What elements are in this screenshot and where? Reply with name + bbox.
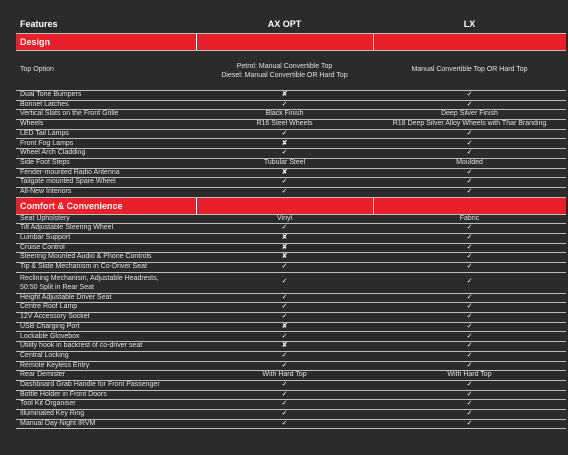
lx-value: [373, 419, 566, 429]
check-icon: ✓: [466, 342, 473, 350]
ax-opt-value: [196, 390, 373, 400]
section-header: [16, 197, 566, 214]
ax-opt-value: [196, 303, 373, 313]
lx-value: [373, 293, 566, 303]
ax-opt-value: [196, 139, 373, 149]
check-icon: ✓: [466, 234, 473, 242]
ax-opt-value: [196, 100, 373, 110]
variant-ax-opt-header: AX OPT: [196, 14, 373, 34]
table-row: [16, 361, 566, 371]
check-icon: ✓: [466, 303, 473, 311]
feature-name: Cruise Control: [16, 243, 196, 253]
ax-opt-value: With Hard Top: [196, 371, 373, 381]
check-icon: ✓: [281, 263, 288, 271]
check-icon: ✓: [466, 139, 473, 147]
section-empty-cell: [196, 197, 373, 214]
section-title: Design: [16, 34, 196, 51]
check-icon: ✓: [466, 410, 473, 418]
lx-value: [373, 342, 566, 352]
cross-icon: ✘: [281, 91, 288, 99]
check-icon: ✓: [281, 278, 288, 286]
check-icon: ✓: [281, 332, 288, 340]
feature-name: Remote Keyless Entry: [16, 361, 196, 371]
check-icon: ✓: [281, 361, 288, 369]
lx-value: [373, 332, 566, 342]
feature-name: Vertical Slats on the Front Grille: [16, 110, 196, 120]
lx-value: [373, 243, 566, 253]
feature-name: Tilt Adjustable Steering Wheel: [16, 224, 196, 234]
feature-name: Centre Roof Lamp: [16, 303, 196, 313]
check-icon: ✓: [466, 168, 473, 176]
lx-value: Fabric: [373, 214, 566, 224]
check-icon: ✓: [466, 243, 473, 251]
table-row: [16, 380, 566, 390]
feature-name: [16, 272, 196, 293]
feature-name: Utility hook in backrest of co-driver seat: [16, 342, 196, 352]
table-row: [16, 371, 566, 381]
lx-value: [373, 149, 566, 159]
check-icon: ✓: [466, 400, 473, 408]
features-table: [16, 14, 566, 429]
variant-lx-header: LX: [373, 14, 566, 34]
ax-opt-value: [196, 253, 373, 263]
check-icon: ✓: [466, 419, 473, 427]
feature-name: Front Fog Lamps: [16, 139, 196, 149]
lx-value: [373, 380, 566, 390]
table-row: [16, 253, 566, 263]
lx-value: Moulded: [373, 158, 566, 168]
feature-name: Illuminated Key Ring: [16, 409, 196, 419]
section-empty-cell: [373, 197, 566, 214]
check-icon: ✓: [466, 278, 473, 286]
check-icon: ✓: [466, 253, 473, 261]
check-icon: ✓: [466, 322, 473, 330]
table-row: [16, 332, 566, 342]
cross-icon: ✘: [281, 342, 288, 350]
section-title: Comfort & Convenience: [16, 197, 196, 214]
feature-name: Wheel Arch Cladding: [16, 149, 196, 159]
check-icon: ✓: [466, 149, 473, 157]
table-row: [16, 351, 566, 361]
ax-opt-value: [196, 419, 373, 429]
table-row: [16, 51, 566, 91]
check-icon: ✓: [466, 129, 473, 137]
cross-icon: ✘: [281, 322, 288, 330]
feature-name: 12V Accessory Socket: [16, 313, 196, 323]
lx-value: [373, 263, 566, 273]
ax-opt-value: Black Finish: [196, 110, 373, 120]
ax-opt-value: R16 Steel Wheels: [196, 120, 373, 130]
check-icon: ✓: [466, 91, 473, 99]
feature-name: Tailgate mounted Spare Wheel: [16, 178, 196, 188]
feature-name: Steering Mounted Audio & Phone Controls: [16, 253, 196, 263]
ax-opt-value: [196, 224, 373, 234]
check-icon: ✓: [281, 400, 288, 408]
check-icon: ✓: [466, 380, 473, 388]
check-icon: ✓: [466, 293, 473, 301]
check-icon: ✓: [281, 129, 288, 137]
check-icon: ✓: [466, 178, 473, 186]
lx-value: [373, 361, 566, 371]
section-header: [16, 34, 566, 51]
table-row: [16, 400, 566, 410]
features-header: Features: [16, 14, 196, 34]
check-icon: ✓: [281, 100, 288, 108]
table-row: [16, 342, 566, 352]
lx-value: [373, 400, 566, 410]
ax-opt-value-line: Diesel: Manual Convertible OR Hard Top: [221, 71, 348, 79]
check-icon: ✓: [281, 224, 288, 232]
feature-name-line: 50:50 Split in Rear Seat: [20, 283, 94, 291]
lx-value: [373, 100, 566, 110]
ax-opt-value: [196, 187, 373, 197]
cross-icon: ✘: [281, 168, 288, 176]
lx-value: Deep Silver Finish: [373, 110, 566, 120]
ax-opt-value: [196, 243, 373, 253]
feature-name-line: Reclining Mechanism, Adjustable Headrests,: [20, 274, 159, 282]
lx-value: [373, 272, 566, 293]
feature-name: Lockable Glovebox: [16, 332, 196, 342]
feature-name: Tool Kit Organiser: [16, 400, 196, 410]
table-row: [16, 187, 566, 197]
lx-value: [373, 178, 566, 188]
feature-name: Fender-mounted Radio Antenna: [16, 168, 196, 178]
ax-opt-value: [196, 351, 373, 361]
table-row: [16, 129, 566, 139]
table-row: [16, 303, 566, 313]
table-row: [16, 110, 566, 120]
ax-opt-value: Tubular Steel: [196, 158, 373, 168]
check-icon: ✓: [466, 351, 473, 359]
check-icon: ✓: [281, 293, 288, 301]
table-row: [16, 139, 566, 149]
check-icon: ✓: [466, 390, 473, 398]
table-row: [16, 233, 566, 243]
check-icon: ✓: [466, 187, 473, 195]
feature-name: Wheels: [16, 120, 196, 130]
lx-value: [373, 168, 566, 178]
check-icon: ✓: [281, 419, 288, 427]
ax-opt-value: [196, 322, 373, 332]
ax-opt-value: [196, 313, 373, 323]
table-row: [16, 243, 566, 253]
header-row: [16, 14, 566, 34]
lx-value: R18 Deep Silver Alloy Wheels with Thar Branding: [373, 120, 566, 130]
check-icon: ✓: [466, 100, 473, 108]
feature-name: Dual Tone Bumpers: [16, 91, 196, 101]
feature-name: Central Locking: [16, 351, 196, 361]
lx-value: [373, 187, 566, 197]
table-row: [16, 293, 566, 303]
lx-value: [373, 233, 566, 243]
table-row: [16, 149, 566, 159]
ax-opt-value: [196, 168, 373, 178]
ax-opt-value: [196, 178, 373, 188]
ax-opt-value: [196, 129, 373, 139]
feature-name: Seat Upholstery: [16, 214, 196, 224]
check-icon: ✓: [466, 332, 473, 340]
lx-value: [373, 224, 566, 234]
check-icon: ✓: [281, 410, 288, 418]
table-row: [16, 409, 566, 419]
check-icon: ✓: [281, 351, 288, 359]
ax-opt-value: [196, 342, 373, 352]
feature-name: Top Option: [16, 51, 196, 91]
ax-opt-value: [196, 332, 373, 342]
cross-icon: ✘: [281, 253, 288, 261]
table-row: [16, 214, 566, 224]
lx-value: Manual Convertible Top OR Hard Top: [373, 51, 566, 91]
table-body: [16, 34, 566, 429]
section-empty-cell: [196, 34, 373, 51]
ax-opt-value: [196, 51, 373, 91]
table-row: [16, 313, 566, 323]
ax-opt-value: [196, 91, 373, 101]
lx-value: [373, 253, 566, 263]
ax-opt-value: [196, 361, 373, 371]
table-row: [16, 120, 566, 130]
ax-opt-value: [196, 409, 373, 419]
check-icon: ✓: [281, 187, 288, 195]
table-row: [16, 419, 566, 429]
ax-opt-value: [196, 233, 373, 243]
ax-opt-value: [196, 380, 373, 390]
ax-opt-value: Vinyl: [196, 214, 373, 224]
check-icon: ✓: [466, 263, 473, 271]
feature-name: Manual Day-Night IRVM: [16, 419, 196, 429]
ax-opt-value: [196, 263, 373, 273]
cross-icon: ✘: [281, 234, 288, 242]
feature-name: Bonnet Latches: [16, 100, 196, 110]
check-icon: ✓: [281, 303, 288, 311]
cross-icon: ✘: [281, 243, 288, 251]
feature-name: Rear Demister: [16, 371, 196, 381]
lx-value: With Hard Top: [373, 371, 566, 381]
feature-name: Side Foot Steps: [16, 158, 196, 168]
ax-opt-value: [196, 293, 373, 303]
lx-value: [373, 390, 566, 400]
ax-opt-value-line: Petrol: Manual Convertible Top: [236, 62, 333, 70]
lx-value: [373, 313, 566, 323]
table-row: [16, 224, 566, 234]
table-row: [16, 272, 566, 293]
lx-value: [373, 409, 566, 419]
ax-opt-value: [196, 149, 373, 159]
table-row: [16, 91, 566, 101]
check-icon: ✓: [466, 224, 473, 232]
check-icon: ✓: [281, 178, 288, 186]
feature-name: Bottle Holder in Front Doors: [16, 390, 196, 400]
lx-value: [373, 129, 566, 139]
check-icon: ✓: [281, 313, 288, 321]
feature-name: LED Tail Lamps: [16, 129, 196, 139]
lx-value: [373, 91, 566, 101]
feature-name: Height Adjustable Driver Seat: [16, 293, 196, 303]
feature-name: Lumbar Support: [16, 233, 196, 243]
check-icon: ✓: [281, 149, 288, 157]
feature-name: USB Charging Port: [16, 322, 196, 332]
ax-opt-value: [196, 400, 373, 410]
section-empty-cell: [373, 34, 566, 51]
table-row: [16, 100, 566, 110]
check-icon: ✓: [281, 390, 288, 398]
lx-value: [373, 322, 566, 332]
table-row: [16, 178, 566, 188]
feature-name: Dashboard Grab Handle for Front Passenger: [16, 380, 196, 390]
table-row: [16, 168, 566, 178]
ax-opt-value: [196, 272, 373, 293]
feature-name: All-New Interiors: [16, 187, 196, 197]
lx-value: [373, 351, 566, 361]
check-icon: ✓: [466, 361, 473, 369]
table-row: [16, 158, 566, 168]
table-row: [16, 390, 566, 400]
check-icon: ✓: [281, 380, 288, 388]
table-row: [16, 263, 566, 273]
check-icon: ✓: [466, 313, 473, 321]
lx-value: [373, 303, 566, 313]
feature-name: Tip & Slide Mechanism in Co-Driver Seat: [16, 263, 196, 273]
cross-icon: ✘: [281, 139, 288, 147]
lx-value: [373, 139, 566, 149]
table-row: [16, 322, 566, 332]
